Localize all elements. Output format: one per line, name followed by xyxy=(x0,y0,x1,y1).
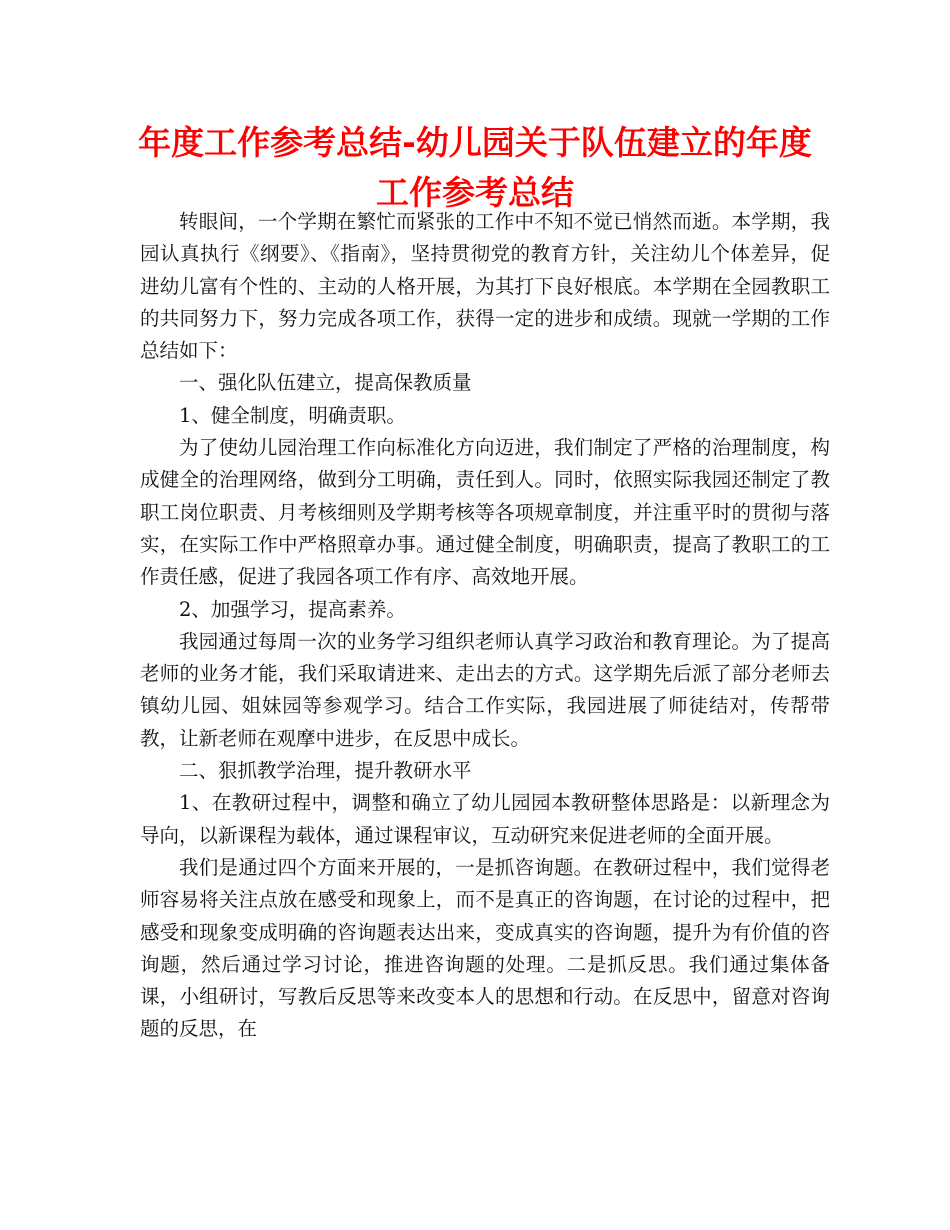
paragraph-intro: 转眼间，一个学期在繁忙而紧张的工作中不知不觉已悄然而逝。本学期，我园认真执行《纲要》、《指南》，坚持贯彻党的教育方针，关注幼儿个体差异，促进幼儿富有个性的、主动的人格开展，为其打下良好根底。本学期在全园教职工的共同努力下，努力完成各项工作，获得一定的进步和成绩。现就一学期的工作总结如下： xyxy=(140,210,830,363)
paragraph-2-1: 1、在教研过程中，调整和确立了幼儿园园本教研整体思路是：以新理念为导向，以新课程为载体，通过课程审议，互动研究来促进老师的全面开展。 xyxy=(140,791,830,847)
paragraph-1-1: 为了使幼儿园治理工作向标准化方向迈进，我们制定了严格的治理制度，构成健全的治理网络，做到分工明确，责任到人。同时，依照实际我园还制定了教职工岗位职责、月考核细则及学期考核等各项规章制度，并注重平时的贯彻与落实，在实际工作中严格照章办事。通过健全制度，明确职责，提高了教职工的工作责任感，促进了我园各项工作有序、高效地开展。 xyxy=(140,436,830,589)
document-title: 年度工作参考总结-幼儿园关于队伍建立的年度工作参考总结 xyxy=(138,123,812,212)
section-heading-1: 一、强化队伍建立，提高保教质量 xyxy=(179,371,472,395)
section-heading-2: 二、狠抓教学治理，提升教研水平 xyxy=(179,759,472,783)
paragraph-1-2: 我园通过每周一次的业务学习组织老师认真学习政治和教育理论。为了提高老师的业务才能，我们采取请进来、走出去的方式。这学期先后派了部分老师去镇幼儿园、姐妹园等参观学习。结合工作实际，我园进展了师徒结对，传帮带教，让新老师在观摩中进步，在反思中成长。 xyxy=(140,629,830,750)
paragraph-2-2: 我们是通过四个方面来开展的，一是抓咨询题。在教研过程中，我们觉得老师容易将关注点放在感受和现象上，而不是真正的咨询题，在讨论的过程中，把感受和现象变成明确的咨询题表达出来，变成真实的咨询题，提升为有价值的咨询题，然后通过学习讨论，推进咨询题的处理。二是抓反思。我们通过集体备课，小组研讨，写教后反思等来改变本人的思想和行动。在反思中，留意对咨询题的反思，在 xyxy=(140,855,830,1041)
document-body xyxy=(140,206,830,1046)
subheading-1-2: 2、加强学习，提高素养。 xyxy=(179,597,406,621)
subheading-1-1: 1、健全制度，明确责职。 xyxy=(179,403,406,427)
